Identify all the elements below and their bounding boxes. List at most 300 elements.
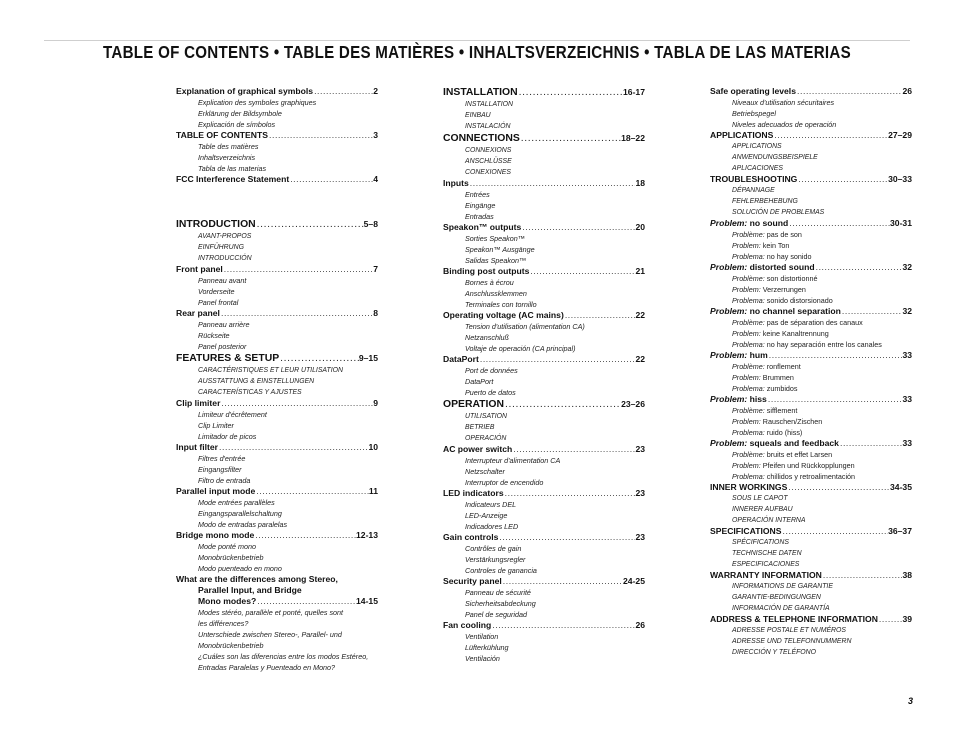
toc-entry[interactable] <box>443 576 645 620</box>
toc-entry-label <box>443 532 498 543</box>
toc-translation: FEHLERBEHEBUNG <box>732 198 798 205</box>
toc-translations <box>443 543 645 576</box>
toc-entry-heading[interactable] <box>710 262 912 273</box>
translation-text: son distortionné <box>764 274 818 283</box>
toc-translation: Interruptor de encendido <box>465 478 544 487</box>
toc-entry-heading[interactable] <box>710 86 912 97</box>
toc-entry[interactable] <box>443 620 645 664</box>
toc-entry-label <box>710 570 822 581</box>
toc-entry[interactable] <box>443 532 645 576</box>
dot-leader <box>773 130 888 141</box>
toc-entry-title: SPECIFICATIONS <box>710 526 782 536</box>
toc-translation: TECHNISCHE DATEN <box>732 550 802 557</box>
toc-entry-label <box>443 399 504 411</box>
toc-entry-heading[interactable] <box>443 266 645 277</box>
translation-prefix: Problème: <box>732 318 765 327</box>
toc-entry-title: Bridge mono mode <box>176 530 255 540</box>
toc-translation <box>732 383 912 394</box>
toc-translation: Filtro de entrada <box>198 476 251 485</box>
toc-entry-title: AC power switch <box>443 444 513 454</box>
toc-entry[interactable] <box>710 350 912 394</box>
toc-entry[interactable] <box>443 310 645 354</box>
dot-leader <box>767 394 903 405</box>
toc-translation <box>732 295 912 306</box>
toc-entry-title: hiss <box>747 394 767 404</box>
toc-entry[interactable] <box>710 306 912 350</box>
toc-entry-heading[interactable] <box>710 306 912 317</box>
toc-entry-heading[interactable] <box>443 620 645 631</box>
page-number: 3 <box>908 696 914 706</box>
toc-translation: Bornes à écrou <box>465 278 514 287</box>
toc-entry-title: Safe operating levels <box>710 86 796 96</box>
toc-translation <box>732 416 912 427</box>
toc-entry-heading[interactable] <box>176 174 378 185</box>
translation-text: ronflement <box>764 362 801 371</box>
toc-translation: OPERACIÓN <box>465 435 507 442</box>
toc-translations <box>710 317 912 350</box>
toc-entry-title: CONNECTIONS <box>443 133 520 144</box>
toc-entry-heading[interactable] <box>443 576 645 587</box>
toc-translations <box>176 97 378 130</box>
toc-entry-page: 5–8 <box>363 219 378 229</box>
translation-text: keine Kanaltrennung <box>760 329 829 338</box>
translation-prefix: Problem: <box>732 373 761 382</box>
dot-leader <box>839 438 902 449</box>
toc-translation: Eingangsparallelschaltung <box>198 509 282 518</box>
toc-translation: Speakon™ Ausgänge <box>465 245 535 254</box>
toc-translation: AVANT-PROPOS <box>198 233 252 240</box>
problem-prefix: Problem: <box>710 306 748 316</box>
section-spacer <box>176 185 378 218</box>
problem-prefix: Problem: <box>710 218 748 228</box>
toc-translation <box>732 339 912 350</box>
toc-entry-label <box>710 130 773 141</box>
toc-entry-title: INSTALLATION <box>443 87 518 98</box>
dot-leader <box>822 570 903 581</box>
toc-entry-page: 14-15 <box>356 596 378 606</box>
toc-entry-heading[interactable] <box>176 218 378 231</box>
toc-translation: OPERACIÓN INTERNA <box>732 517 806 524</box>
toc-entry[interactable] <box>176 574 378 673</box>
toc-entry-heading[interactable] <box>710 482 912 493</box>
toc-translation: Terminales con tornillo <box>465 300 537 309</box>
toc-entry-page: 23 <box>635 532 645 542</box>
toc-translations <box>710 273 912 306</box>
toc-translation: Inhaltsverzeichnis <box>198 153 256 162</box>
translation-prefix: Problem: <box>732 285 761 294</box>
toc-translation: UTILISATION <box>465 413 507 420</box>
toc-translation: Rückseite <box>198 331 230 340</box>
translation-prefix: Problema: <box>732 340 765 349</box>
toc-entry-title: Speakon™ outputs <box>443 222 522 232</box>
toc-entry-heading[interactable] <box>710 350 912 361</box>
toc-entry[interactable] <box>710 130 912 174</box>
toc-entry-label <box>443 620 491 631</box>
toc-entry-heading[interactable] <box>710 218 912 229</box>
toc-entry[interactable] <box>710 482 912 526</box>
toc-entry-heading[interactable] <box>710 130 912 141</box>
toc-translations <box>443 411 645 444</box>
toc-translations <box>710 449 912 482</box>
toc-entry-heading[interactable] <box>176 130 378 141</box>
toc-translations <box>443 189 645 222</box>
toc-entry-page: 10 <box>368 442 378 452</box>
toc-translation: Erklärung der Bildsymbole <box>198 109 282 118</box>
toc-entry-page: 12-13 <box>356 530 378 540</box>
toc-entry[interactable] <box>176 398 378 442</box>
toc-entry-heading[interactable] <box>176 486 378 497</box>
translation-text: pas de son <box>764 230 802 239</box>
toc-entry[interactable] <box>710 394 912 438</box>
dot-leader <box>491 620 635 631</box>
toc-translation <box>732 372 912 383</box>
toc-translations <box>176 541 378 574</box>
toc-entry-title: FCC Interference Statement <box>176 174 290 184</box>
toc-translation: Mode entrées parallèles <box>198 498 275 507</box>
toc-translation: ADRESSE UND TELEFONNUMMERN <box>732 638 852 645</box>
toc-entry[interactable] <box>710 614 912 658</box>
toc-translation: DataPort <box>465 377 494 386</box>
dot-leader <box>289 174 373 185</box>
toc-entry-title: Binding post outputs <box>443 266 530 276</box>
toc-translation: Filtres d'entrée <box>198 454 246 463</box>
toc-entry[interactable] <box>443 444 645 488</box>
toc-translation: Port de données <box>465 366 518 375</box>
toc-entry-title: Fan cooling <box>443 620 492 630</box>
toc-entry-page: 9–15 <box>358 353 378 363</box>
toc-translation: SOUS LE CAPOT <box>732 495 788 502</box>
toc-translations <box>710 361 912 394</box>
dot-leader <box>223 264 373 275</box>
toc-entry-label <box>198 596 256 607</box>
toc-translation <box>732 284 912 295</box>
toc-entry-label <box>176 530 254 541</box>
toc-entry[interactable] <box>443 222 645 266</box>
toc-translation: CONNEXIONS <box>465 147 512 154</box>
toc-entry-page: 23–26 <box>621 399 645 409</box>
toc-translation: ¿Cuáles son las diferencias entre los modos Estéreo, <box>198 652 369 661</box>
toc-entry[interactable] <box>176 308 378 352</box>
toc-translation: SPÉCIFICATIONS <box>732 539 789 546</box>
toc-column-1 <box>176 86 378 673</box>
toc-entry-page: 8 <box>373 308 378 318</box>
toc-entry[interactable] <box>710 438 912 482</box>
translation-prefix: Problema: <box>732 384 765 393</box>
toc-entry[interactable] <box>710 570 912 614</box>
toc-entry-label <box>443 444 512 455</box>
toc-entry-title: INNER WORKINGS <box>710 482 788 492</box>
toc-translations <box>443 145 645 178</box>
toc-translation: INFORMATIONS DE GARANTIE <box>732 583 833 590</box>
toc-translation <box>732 229 912 240</box>
toc-entry-title: OPERATION <box>443 399 504 410</box>
toc-translation: INFORMACIÓN DE GARANTÍA <box>732 605 830 612</box>
toc-entry[interactable] <box>443 354 645 398</box>
toc-entry-page: 32 <box>902 262 912 272</box>
toc-translations <box>176 497 378 530</box>
toc-translation: APPLICATIONS <box>732 143 782 150</box>
toc-translation <box>732 251 912 262</box>
toc-entry-label <box>176 442 218 453</box>
problem-prefix: Problem: <box>710 438 748 448</box>
toc-translations <box>176 453 378 486</box>
toc-translations <box>443 499 645 532</box>
toc-translation: Panel de seguridad <box>465 610 527 619</box>
toc-translations <box>176 607 378 673</box>
toc-entry[interactable] <box>710 86 912 130</box>
toc-entry-page: 11 <box>368 486 378 496</box>
toc-translation: Limiteur d'écrêtement <box>198 410 267 419</box>
translation-text: zumbidos <box>764 384 798 393</box>
toc-translation: Panneau avant <box>198 276 247 285</box>
toc-translation: Entrées <box>465 190 490 199</box>
top-rule <box>44 40 910 41</box>
toc-translation: Panneau arrière <box>198 320 250 329</box>
dot-leader <box>521 222 635 233</box>
toc-translation: Indicateurs DEL <box>465 500 517 509</box>
toc-entry-label <box>443 354 479 365</box>
toc-entry-title: LED indicators <box>443 488 504 498</box>
toc-entry-heading[interactable] <box>443 532 645 543</box>
toc-translation: Interrupteur d'alimentation CA <box>465 456 561 465</box>
toc-entry-page: 21 <box>635 266 645 276</box>
toc-entry-page: 26 <box>635 620 645 630</box>
toc-translation: Sicherheitsabdeckung <box>465 599 536 608</box>
toc-entry[interactable] <box>176 86 378 130</box>
toc-entry-heading[interactable] <box>443 398 645 411</box>
toc-entry-label <box>710 526 781 537</box>
toc-translations <box>176 141 378 174</box>
toc-entry-label <box>710 174 797 185</box>
toc-entry-page: 32 <box>902 306 912 316</box>
toc-entry[interactable] <box>176 486 378 530</box>
toc-translations <box>710 493 912 526</box>
toc-entry[interactable] <box>710 526 912 570</box>
toc-entry[interactable] <box>443 488 645 532</box>
translation-prefix: Problema: <box>732 428 765 437</box>
toc-entry-label <box>176 174 289 185</box>
toc-entry[interactable] <box>443 178 645 222</box>
toc-entry[interactable] <box>176 530 378 574</box>
toc-entry[interactable] <box>443 86 645 132</box>
toc-entry-page: 30–33 <box>888 174 912 184</box>
translation-prefix: Problem: <box>732 329 761 338</box>
toc-translation: Voltaje de operación (CA principal) <box>465 344 576 353</box>
toc-translation: DÉPANNAGE <box>732 187 775 194</box>
toc-entry[interactable] <box>176 264 378 308</box>
toc-entry-title: Security panel <box>443 576 502 586</box>
toc-translation: Monobrückenbetrieb <box>198 553 264 562</box>
toc-entry[interactable] <box>176 352 378 398</box>
toc-entry-label <box>443 576 502 587</box>
toc-entry[interactable] <box>176 130 378 174</box>
toc-entry-page: 18 <box>635 178 645 188</box>
toc-entry-label <box>443 266 529 277</box>
toc-entry-heading[interactable] <box>710 614 912 625</box>
toc-translations <box>176 319 378 352</box>
dot-leader <box>797 174 888 185</box>
toc-entry[interactable] <box>443 132 645 178</box>
toc-entry-label <box>710 218 788 229</box>
problem-prefix: Problem: <box>710 262 748 272</box>
toc-translation <box>732 273 912 284</box>
toc-translation: Explicación de símbolos <box>198 120 276 129</box>
toc-translation: Unterschiede zwischen Stereo-, Parallel- und <box>198 630 342 639</box>
toc-entry-heading[interactable] <box>710 526 912 537</box>
toc-entry-page: 20 <box>635 222 645 232</box>
toc-entry-label <box>176 353 279 365</box>
toc-entry-heading[interactable] <box>443 354 645 365</box>
toc-entry-heading[interactable] <box>176 596 378 607</box>
toc-entry-label <box>443 488 504 499</box>
toc-translation: EINBAU <box>465 112 491 119</box>
toc-translations <box>443 631 645 664</box>
toc-translations <box>176 409 378 442</box>
dot-leader <box>256 219 364 231</box>
dot-leader <box>220 308 373 319</box>
toc-translation: Puerto de datos <box>465 388 516 397</box>
toc-entry-heading[interactable] <box>443 444 645 455</box>
dot-leader <box>815 262 903 273</box>
toc-entry-page: 3 <box>373 130 378 140</box>
toc-translation: Modo puenteado en mono <box>198 564 282 573</box>
dot-leader <box>279 353 359 365</box>
translation-text: ruido (hiss) <box>764 428 803 437</box>
toc-entry[interactable] <box>443 398 645 444</box>
toc-translation: INTRODUCCIÓN <box>198 255 252 262</box>
toc-entry-heading[interactable] <box>710 570 912 581</box>
toc-entry-page: 33 <box>902 394 912 404</box>
toc-translation: CARACTERÍSTICAS Y AJUSTES <box>198 389 302 396</box>
translation-text: chillidos y retroalimentación <box>764 472 856 481</box>
toc-entry-heading[interactable] <box>710 438 912 449</box>
toc-column-3 <box>710 86 912 658</box>
toc-translation <box>732 427 912 438</box>
toc-entry-title: WARRANTY INFORMATION <box>710 570 822 580</box>
toc-entry-title: Gain controls <box>443 532 499 542</box>
translation-prefix: Problema: <box>732 296 765 305</box>
toc-entry-heading[interactable] <box>710 394 912 405</box>
toc-entry-heading[interactable] <box>443 178 645 189</box>
toc-entry-title: Clip limiter <box>176 398 221 408</box>
toc-entry-label <box>443 178 469 189</box>
toc-translation: BETRIEB <box>465 424 495 431</box>
toc-entry-label <box>176 486 255 497</box>
toc-entry-heading[interactable] <box>176 442 378 453</box>
toc-entry[interactable] <box>176 442 378 486</box>
toc-entry-page: 16-17 <box>623 87 645 97</box>
toc-translation: LED-Anzeige <box>465 511 508 520</box>
toc-entry[interactable] <box>176 218 378 264</box>
toc-entry-heading[interactable] <box>176 86 378 97</box>
toc-entry-heading[interactable] <box>176 264 378 275</box>
toc-entry-heading[interactable] <box>443 310 645 321</box>
translation-text: Rauschen/Zischen <box>760 417 823 426</box>
toc-entry-heading[interactable] <box>443 132 645 145</box>
toc-entry-title: Input filter <box>176 442 219 452</box>
dot-leader <box>254 530 356 541</box>
toc-entry-heading[interactable] <box>443 222 645 233</box>
toc-translations <box>443 455 645 488</box>
toc-entry-heading[interactable] <box>176 530 378 541</box>
toc-entry-title: INTRODUCTION <box>176 219 256 230</box>
toc-entry-page: 33 <box>902 350 912 360</box>
toc-entry-heading[interactable] <box>176 352 378 365</box>
toc-entry-title: FEATURES & SETUP <box>176 353 280 364</box>
toc-translation: Tension d'utilisation (alimentation CA) <box>465 322 585 331</box>
toc-translation: ESPECIFICACIONES <box>732 561 800 568</box>
toc-translation: CARACTÉRISTIQUES ET LEUR UTILISATION <box>198 367 343 374</box>
toc-entry-label <box>176 219 256 231</box>
toc-translation: Panneau de sécurité <box>465 588 531 597</box>
translation-prefix: Problem: <box>732 461 761 470</box>
translation-text: no hay sonido <box>764 252 812 261</box>
translation-prefix: Problem: <box>732 417 761 426</box>
translation-text: pas de séparation des canaux <box>764 318 863 327</box>
toc-translations <box>176 275 378 308</box>
toc-entry[interactable] <box>176 174 378 185</box>
toc-entry[interactable] <box>443 266 645 310</box>
toc-translation <box>732 361 912 372</box>
toc-entry-title: distorted sound <box>747 262 815 272</box>
toc-entry-title: DataPort <box>443 354 479 364</box>
toc-entry-heading[interactable] <box>176 308 378 319</box>
toc-entry-page: 30-31 <box>890 218 912 228</box>
toc-translation: Panel frontal <box>198 298 239 307</box>
toc-translation: Anschlussklemmen <box>465 289 527 298</box>
toc-translations <box>443 587 645 620</box>
toc-entry-label <box>176 86 313 97</box>
toc-translations <box>443 277 645 310</box>
toc-entry-label <box>443 222 521 233</box>
toc-entry-heading[interactable] <box>443 488 645 499</box>
toc-entry[interactable] <box>710 174 912 218</box>
dot-leader <box>512 444 635 455</box>
dot-leader <box>218 442 368 453</box>
toc-entry-label <box>176 398 220 409</box>
toc-entry[interactable] <box>710 218 912 262</box>
toc-entry-page: 24-25 <box>623 576 645 586</box>
toc-translation <box>732 317 912 328</box>
toc-translation: Entradas Paralelas y Puenteado en Mono? <box>198 663 336 672</box>
toc-entry-page: 36–37 <box>888 526 912 536</box>
dot-leader <box>504 488 636 499</box>
toc-entry-label <box>443 87 518 99</box>
toc-entry-title: TABLE OF CONTENTS <box>176 130 268 140</box>
dot-leader <box>768 350 903 361</box>
toc-translation: Panel posterior <box>198 342 247 351</box>
toc-entry-heading[interactable] <box>176 398 378 409</box>
toc-entry-heading[interactable] <box>443 86 645 99</box>
translation-text: Verzerrungen <box>760 285 806 294</box>
translation-text: no hay separación entre los canales <box>764 340 882 349</box>
toc-entry-page: 18–22 <box>621 133 645 143</box>
toc-entry[interactable] <box>710 262 912 306</box>
toc-translation: Modes stéréo, parallèle et ponté, quelles sont <box>198 608 344 617</box>
toc-translation <box>732 460 912 471</box>
translation-text: Pfeifen und Rückkopplungen <box>760 461 855 470</box>
dot-leader <box>878 614 903 625</box>
toc-entry-label <box>710 306 841 317</box>
toc-translations <box>710 625 912 658</box>
dot-leader <box>781 526 888 537</box>
toc-translations <box>710 581 912 614</box>
toc-entry-page: 23 <box>635 444 645 454</box>
toc-entry-heading[interactable] <box>710 174 912 185</box>
toc-translation: Contrôles de gain <box>465 544 522 553</box>
problem-prefix: Problem: <box>710 394 748 404</box>
translation-prefix: Problem: <box>732 241 761 250</box>
